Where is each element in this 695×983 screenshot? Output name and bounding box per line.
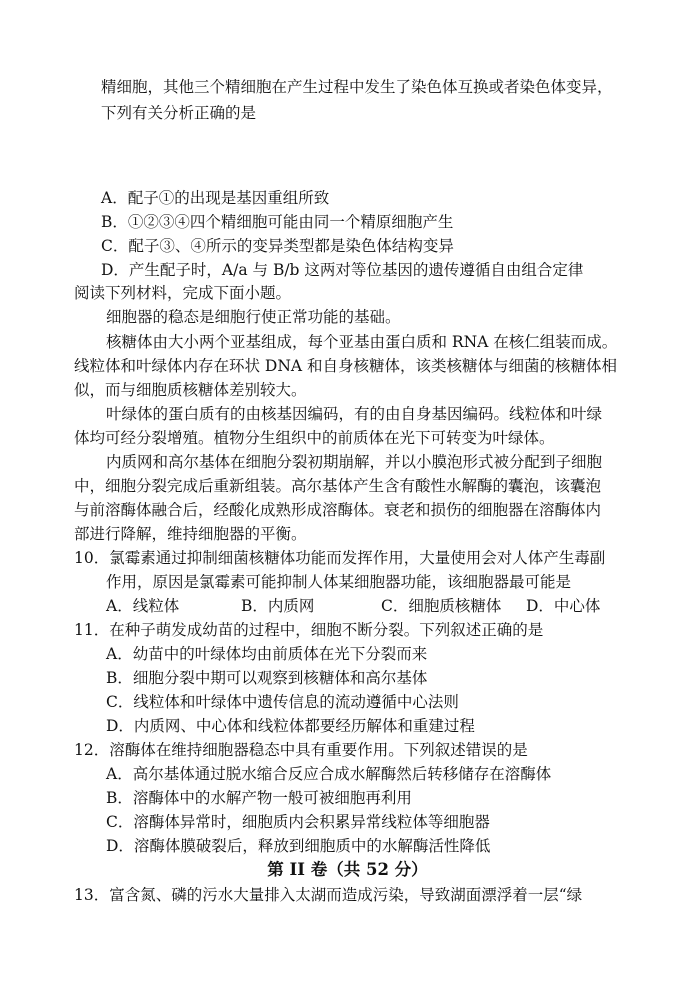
q12-stem: 12．溶酶体在维持细胞器稳态中具有重要作用。下列叙述错误的是 <box>74 741 528 759</box>
q9-stem-line-1: 精细胞，其他三个精细胞在产生过程中发生了染色体互换或者染色体变异， <box>101 78 613 96</box>
q9-option-a: A．配子①的出现是基因重组所致 <box>101 189 330 207</box>
q10-stem-line-1: 10．氯霉素通过抑制细菌核糖体功能而发挥作用，大量使用会对人体产生毒副 <box>74 549 606 567</box>
q12-option-b: B．溶酶体中的水解产物一般可被细胞再利用 <box>106 789 412 807</box>
q12-option-a: A．高尔基体通过脱水缩合反应合成水解酶然后转移储存在溶酶体 <box>106 765 552 783</box>
section-heading: 第 II 卷（共 52 分） <box>267 860 428 879</box>
material-paragraph-2-line-3: 似，而与细胞质核糖体差别较大。 <box>74 381 307 399</box>
q13-stem: 13．富含氮、磷的污水大量排入太湖而造成污染，导致湖面漂浮着一层“绿 <box>74 886 583 904</box>
material-paragraph-2-line-2: 线粒体和叶绿体内存在环状 DNA 和自身核糖体，该类核糖体与细菌的核糖体相 <box>74 357 618 375</box>
q9-option-d: D．产生配子时，A/a 与 B/b 这两对等位基因的遗传遵循自由组合定律 <box>101 261 584 279</box>
q10-stem-line-2: 作用，原因是氯霉素可能抑制人体某细胞器功能，该细胞器最可能是 <box>106 573 572 591</box>
q11-stem: 11．在种子萌发成幼苗的过程中，细胞不断分裂。下列叙述正确的是 <box>74 621 544 639</box>
material-paragraph-4-line-3: 与前溶酶体融合后，经酸化成熟形成溶酶体。衰老和损伤的细胞器在溶酶体内 <box>74 501 602 519</box>
q10-option-a: A．线粒体 <box>106 597 180 615</box>
q11-option-c: C．线粒体和叶绿体中遗传信息的流动遵循中心法则 <box>106 693 459 711</box>
material-instruction: 阅读下列材料，完成下面小题。 <box>74 284 292 302</box>
material-paragraph-1: 细胞器的稳态是细胞行使正常功能的基础。 <box>106 308 401 326</box>
q12-option-c: C．溶酶体异常时，细胞质内会积累异常线粒体等细胞器 <box>106 813 490 831</box>
q11-option-d: D．内质网、中心体和线粒体都要经历解体和重建过程 <box>106 717 475 735</box>
q9-option-c: C．配子③、④所示的变异类型都是染色体结构变异 <box>101 237 454 255</box>
material-paragraph-3-line-1: 叶绿体的蛋白质有的由核基因编码，有的由自身基因编码。线粒体和叶绿 <box>106 405 603 423</box>
q10-option-d: D．中心体 <box>526 597 601 615</box>
material-paragraph-4-line-4: 部进行降解，维持细胞器的平衡。 <box>74 525 307 543</box>
material-paragraph-3-line-2: 体均可经分裂增殖。植物分生组织中的前质体在光下可转变为叶绿体。 <box>74 429 555 447</box>
q12-option-d: D．溶酶体膜破裂后，释放到细胞质中的水解酶活性降低 <box>106 837 491 855</box>
q10-options-row <box>106 596 600 616</box>
q9-option-b: B．①②③④四个精细胞可能由同一个精原细胞产生 <box>101 213 454 231</box>
q11-option-b: B．细胞分裂中期可以观察到核糖体和高尔基体 <box>106 669 428 687</box>
material-paragraph-4-line-1: 内质网和高尔基体在细胞分裂初期崩解，并以小膜泡形式被分配到子细胞 <box>106 453 603 471</box>
q11-option-a: A．幼苗中的叶绿体均由前质体在光下分裂而来 <box>106 645 428 663</box>
material-paragraph-2-line-1: 核糖体由大小两个亚基组成，每个亚基由蛋白质和 RNA 在核仁组装而成。 <box>106 333 618 351</box>
q10-option-b: B．内质网 <box>241 597 315 615</box>
q9-stem-line-2: 下列有关分析正确的是 <box>101 104 257 122</box>
q10-option-c: C．细胞质核糖体 <box>381 597 502 615</box>
material-paragraph-4-line-2: 中，细胞分裂完成后重新组装。高尔基体产生含有酸性水解酶的囊泡，该囊泡 <box>74 477 602 495</box>
